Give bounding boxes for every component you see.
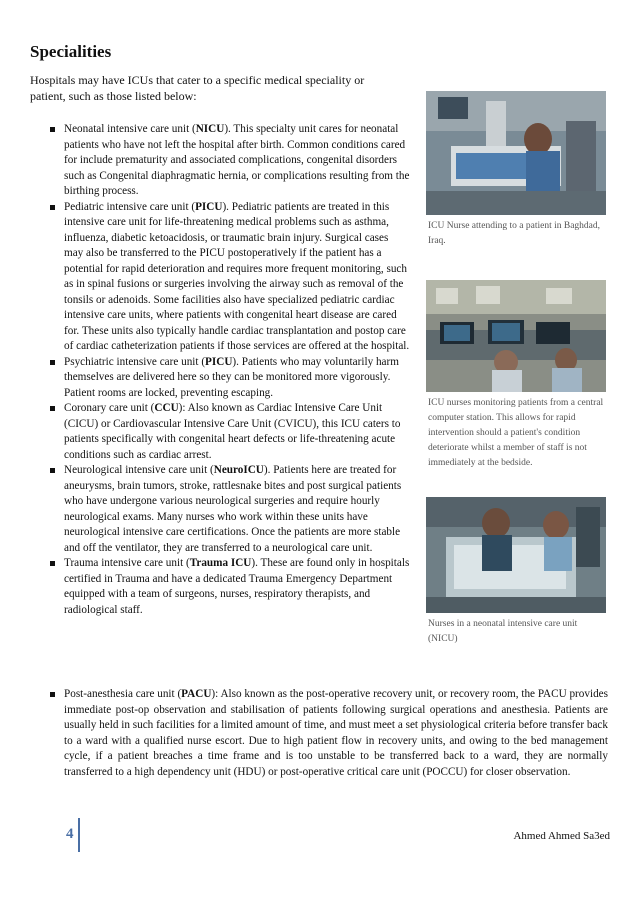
bullet-icon: [50, 692, 55, 697]
list-item-neuroicu: Neurological intensive care unit (NeuroICU). Patients here are treated for aneurysms, brain tumors, stroke, rattlesnake bites and post surgical patients who have undergone various neurological surgeries and require hourly neurological exams. Many nurses who work within these units have neurological intensive care certifications. Once the patients are more stable and off the ventilator, they are transferred to a neurological care unit.: [30, 463, 410, 556]
bullet-icon: [50, 468, 55, 473]
photo3-caption: Nurses in a neonatal intensive care unit (NICU): [428, 619, 578, 644]
photo2-caption: ICU nurses monitoring patients from a central computer station. This allows for rapid intervention should a patient's condition deteriorate whilst a member of staff is not immediately at the bedside.: [428, 398, 604, 468]
photo-icu-nurse-baghdad: [426, 91, 606, 215]
bullet-icon: [50, 561, 55, 566]
list-item-trauma-icu: Trauma intensive care unit (Trauma ICU). These are found only in hospitals certified in Trauma and have a dedicated Trauma Emergency Department equipped with a team of surgeons, nurses, respiratory therapists, and radiological staff.: [30, 556, 410, 618]
section-heading: Specialities: [30, 42, 112, 61]
intro-paragraph: Hospitals may have ICUs that cater to a specific medical speciality or patient, such as those listed below:: [30, 73, 365, 103]
list-item-picu-pediatric: Pediatric intensive care unit (PICU). Pediatric patients are treated in this intensive care unit for life-threatening medical problems such as asthma, influenza, diabetic ketoacidosis, or traumatic brain injury. Surgical cases may also be transferred to the PICU postoperatively if the patient has a potential for rapid deterioration and requires more frequent monitoring, such as in spinal fusions or surgeries involving the airway such as removal of the tonsils or adenoids. Some facilities also have specialized pediatric cardiac intensive care units, where patients with congenital heart disease are cared for. These units also typically handle cardiac transplantation and postop care of cardiac catheterization patients if those services are offered at the hospital.: [30, 200, 410, 355]
bullet-icon: [50, 205, 55, 210]
footer-divider: [78, 818, 80, 852]
photo-neonatal-icu: [426, 497, 606, 613]
bullet-icon: [50, 406, 55, 411]
specialities-list-continued: [30, 687, 608, 780]
specialities-list: [30, 122, 410, 618]
footer-author: Ahmed Ahmed Sa3ed: [513, 830, 610, 842]
list-item-pacu: Post-anesthesia care unit (PACU): Also known as the post-operative recovery unit, or recovery room, the PACU provides immediate post-op observation and stabilisation of patients following surgical operations and anesthesia. Patients are usually held in such facilities for a limited amount of time, and must meet a set physiological criteria before transfer back to a ward with a qualified nurse escort. Due to high patient flow in recovery units, and owing to the bed management cycle, if a patient breaches a time frame and is too unstable to be transferred back to a ward, they are normally transferred to a high dependency unit (HDU) or post-operative critical care unit (POCCU) for closer observation.: [30, 687, 608, 780]
photo-central-computer-station: [426, 280, 606, 392]
list-item-ccu: Coronary care unit (CCU): Also known as Cardiac Intensive Care Unit (CICU) or Cardiovascular Intensive Care Unit (CVICU), this ICU caters to patients specifically with congenital heart defects or life-threatening acute conditions such as cardiac arrest.: [30, 401, 410, 463]
bullet-icon: [50, 127, 55, 132]
bullet-icon: [50, 360, 55, 365]
page-number: 4: [66, 826, 74, 842]
photo1-caption: ICU Nurse attending to a patient in Baghdad, Iraq.: [428, 221, 601, 246]
list-item-nicu: Neonatal intensive care unit (NICU). This specialty unit cares for neonatal patients who have not left the hospital after birth. Common conditions cared for include prematurity and associated complications, congenital disorders such as Congenital diaphragmatic hernia, or complications resulting from the birthing process.: [30, 122, 410, 200]
list-item-picu-psychiatric: Psychiatric intensive care unit (PICU). Patients who may voluntarily harm themselves are delivered here so they can be monitored more vigorously. Patient rooms are locked, preventing escaping.: [30, 355, 410, 402]
